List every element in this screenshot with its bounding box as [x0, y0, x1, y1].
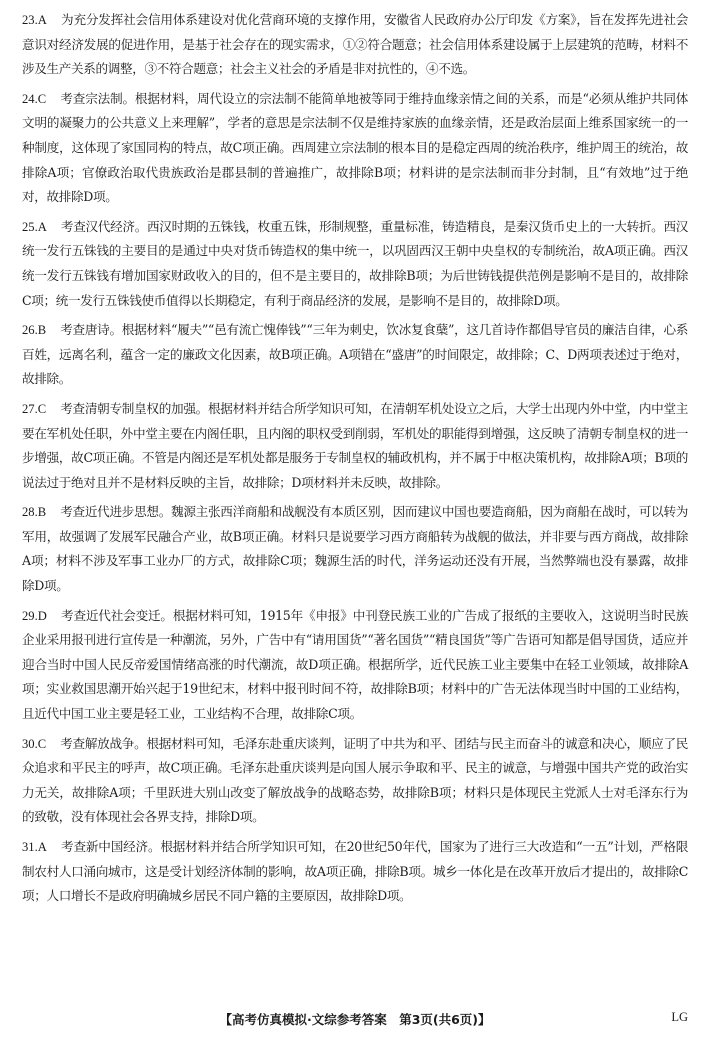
- answer-item: [22, 8, 688, 82]
- question-number: 31.: [22, 840, 38, 854]
- answer-explanation: 考查唐诗。根据材料“履夫”“邑有流亡愧俸钱”“三年为刺史，饮冰复食蘖”，这几首诗作都倡导官员的廉洁自律，心系百姓，远离名利，蕴含一定的廉政文化因素，故B项正确。A项错在“盛唐”的时间限定，故排除；C、D两项表述过于绝对，故排除。: [22, 322, 688, 387]
- answer-explanation: 考查宗法制。根据材料，周代设立的宗法制不能简单地被等同于维持血缘亲情之间的关系，而是“必须从维护共同体文明的凝聚力的公共意义上来理解”，学者的意思是宗法制不仅是维持家族的血缘亲情，还是政治层面上维系国家统一的一种制度，这体现了家国同构的特点，故C项正确。西周建立宗法制的根本目的是稳定西周的统治秩序，维护周王的统治，故排除A项；官僚政治取代贵族政治是郡县制的普遍推广，故排除B项；材料讲的是宗法制而非分封制，且“有效地”过于绝对，故排除D项。: [22, 90, 688, 205]
- question-number: 30.: [22, 736, 38, 751]
- answer-explanation: 为充分发挥社会信用体系建设对优化营商环境的支撑作用，安徽省人民政府办公厅印发《方案》，旨在发挥先进社会意识对经济发展的促进作用，是基于社会存在的现实需求，①②符合题意；社会信用体系建设属于上层建筑的范畴，材料不涉及生产关系的调整，③不符合题意；社会主义社会的矛盾是非对抗性的，④不选。: [22, 12, 688, 77]
- answer-item: [22, 732, 688, 830]
- question-number: 27.: [22, 401, 38, 416]
- answer-explanation: 考查近代进步思想。魏源主张西洋商船和战舰没有本质区别，因而建议中国也要造商船，因为商船在战时，可以转为军用，故强调了发展军民融合产业，故B项正确。材料只是说要学习西方商船转为战舰的做法，并非要与西方商战，故排除A项；材料不涉及军事工业办厂的方式，故排除C项；魏源生活的时代，洋务运动还没有开展，当然弊端也没有暴露，故排除D项。: [22, 504, 688, 594]
- answer-explanation: 考查近代社会变迁。根据材料可知，1915年《申报》中刊登民族工业的广告成了报纸的主要收入，这说明当时民族企业采用报刊进行宣传是一种潮流，另外，广告中有“请用国货”“著名国货”“精良国货”等广告语可知都是倡导国货，适应并迎合当时中国人民反帝爱国情绪高涨的时代潮流，故D项正确。根据所学，近代民族工业主要集中在轻工业领域，故排除A项；实业救国思潮开始兴起于19世纪末，材料中报刊时间不符，故排除B项；材料中的广告无法体现当时中国的工业结构，且近代中国工业主要是轻工业，工业结构不合理，故排除C项。: [22, 607, 688, 722]
- answer-key: B: [37, 323, 47, 338]
- answer-item: [22, 500, 688, 598]
- answer-item: [22, 835, 688, 909]
- answer-explanation: 考查新中国经济。根据材料并结合所学知识可知，在20世纪50年代，国家为了进行三大改造和“一五”计划，严格限制农村人口涌向城市，这是受计划经济体制的影响，故A项正确，排除B项。城乡一体化是在改革开放后才提出的，故排除C项；人口增长不是政府明确城乡居民不同户籍的主要原因，故排除D项。: [22, 839, 688, 904]
- answer-key: C: [37, 736, 47, 751]
- answer-explanation: 考查汉代经济。西汉时期的五铢钱，枚重五铢，形制规整，重量标准，铸造精良，是秦汉货币史上的一大转折。西汉统一发行五铢钱的主要目的是通过中央对货币铸造权的集中统一，以巩固西汉王朝中央皇权的专制统治，故A项正确。西汉统一发行五铢钱有增加国家财政收入的目的，但不是主要目的，故排除B项；为后世铸钱提供范例是影响不是目的，故排除C项；统一发行五铢钱使币值得以长期稳定，有利于商品经济的发展，是影响不是目的，故排除D项。: [22, 218, 688, 308]
- answer-list: [22, 8, 688, 909]
- question-number: 26.: [22, 323, 38, 338]
- answer-explanation: 考查解放战争。根据材料可知，毛泽东赴重庆谈判，证明了中共为和平、团结与民主而奋斗的诚意和决心，顺应了民众追求和平民主的呼声，故C项正确。毛泽东赴重庆谈判是向国人展示争取和平、民主的诚意，与增强中国共产党的政治实力无关，故排除A项；千里跃进大别山改变了解放战争的战略态势，故排除B项；材料只是体现民主党派人士对毛泽东行为的致敬，没有体现社会各界支持，排除D项。: [22, 735, 688, 825]
- question-number: 28.: [22, 505, 38, 520]
- answer-key: C: [37, 91, 47, 106]
- answer-item: [22, 215, 688, 313]
- question-number: 25.: [22, 219, 38, 234]
- answer-key: A: [37, 13, 47, 27]
- answer-item: [22, 397, 688, 495]
- answer-key: A: [37, 840, 47, 854]
- answer-key: C: [37, 401, 47, 416]
- answer-key: A: [37, 219, 47, 234]
- paper-code: LG: [671, 1010, 688, 1024]
- question-number: 24.: [22, 91, 38, 106]
- question-number: 29.: [22, 608, 38, 623]
- answer-item: [22, 318, 688, 392]
- answer-item: [22, 87, 688, 210]
- footer-label: 【高考仿真模拟·文综参考答案 第3页(共6页)】: [219, 1012, 491, 1027]
- page-footer: [0, 1010, 710, 1028]
- answer-key: B: [37, 505, 47, 520]
- answer-item: [22, 604, 688, 727]
- question-number: 23.: [22, 13, 38, 27]
- answer-explanation: 考查清朝专制皇权的加强。根据材料并结合所学知识可知，在清朝军机处设立之后，大学士出现内外中堂，内中堂主要在军机处任职，外中堂主要在内阁任职，且内阁的职权受到削弱，军机处的职能得到增强，这反映了清朝专制皇权的进一步增强，故C项正确。不管是内阁还是军机处都是服务于专制皇权的辅政机构，并不属于中枢决策机构，故排除A项；B项的说法过于绝对且并不是材料反映的主旨，故排除；D项材料并未反映，故排除。: [22, 400, 688, 490]
- answer-key: D: [37, 608, 47, 623]
